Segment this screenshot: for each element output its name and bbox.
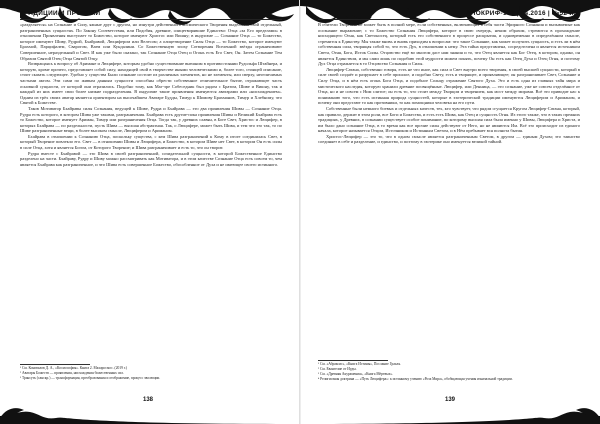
left-paragraph-3: Таков Мотиватор Бхайравы силы Сознания, ведущей к Шиве, Рудра и Бхайрава — это два проявления Шивы — Сознание Отца. Рудра есть которого, в котором Шива уже такими, разграничения. Бхайрава есть другие-пока проявления Шивы и Великий Бхайрава есть то Божество, которое именует Ариман, Тимур или разграничения Отца. Тогда так, у древних славян, в Боге Свет, Христос и Люцифер, в которых Бхайрава — по раздельности, пусть Шива — высшая абстрактная. Так, о Люцифере, может быть Шива, и тем что это так, то по Шиве разграниченные вещи, в более высоком смысле, Люцифером и Ариманом.: [20, 105, 282, 134]
running-header-left: ТРАДИЦИИ И ПРОРОКИ: [20, 10, 101, 17]
footnote: ³ См. «Древняя Акурамения», «Книга Мёртвых».: [318, 371, 394, 376]
running-header-right: АПОКРИФ-102 | 04.2016 | №52 и.г.: [466, 10, 580, 17]
right-paragraph-2: Люцифер-Сатана, собственно говоря, есть не что иное, как сила и Свет внутри всего творения, в своей высшей сущности, который в силе своей создаёт и разрушает в себе прошлое, и подобно Свету, есть и творящее, и проявляющее; он разграничивает Свет, Сознание и Силу Отца, и в нём есть огонь Бога Отца, и подобное Солнцу отражение Святого Духа. Это и есть одна из главных тайн мира и мистического наследия, которую хранили древние посвящённые. Люцифер, или Денница, — это сознание, уже не совсем отделённое от Отца, но и не совсем с Ним слитое; он есть то, что стоит между Творцом и творением, как мост между мирами. Всё это приводит нас к пониманию того, что есть истинная природа сущностей, которые в эзотерической традиции именуются Люцифером и Ариманом, и почему они предстают то как противники, то как помощники человека на его пути.: [318, 66, 580, 106]
right-paragraph-1: В обители Творения не может быть в полной мере, если собственных, включающих в себя части Эфирного Сознания и вызываемые как осознание выражение; с то Божество Сознания Люцифера, которое в свою очередь, неким образом, стремится в прохождение нисходящего Огня, как Светоносец, который есть его собственного в процессе раскрытия, и одновременно в определённом смысле, стремится к Единству. Мы также вновь и вновь приходим к вопросам: что такое Сознание, как может получить сущность, и есть ли в нём собственная сила, творящая собой то, что есть Дух, в отношении к нему. Эта тайна представлена, сосредоточена и является источником Света, Огня, Бога, Исток Силы. Отцовство ещё во многом даст нам знания и то, что Отец является как Бог Отец, в котором, однако, он является Единством, и мы сами лишь по подобию этой мудрости можем понять, почему Он есть как Отец Духа и Отец Огня, и поэтому Дух Отца отражается в то Отцовство Сознания и Силы.: [318, 22, 580, 67]
page-number-right: 139: [445, 397, 456, 403]
bottom-ornament-right: [300, 404, 600, 424]
footnote-rule-right: [318, 360, 388, 361]
left-paragraph-2: Возвращаясь к вопросу об Ариманe и Люцифере, которым удобно существование внешним в противостоянии Рудольфа Штайнера, и которую, кроме прочего, представляет собой силу, находящей свой в творчестве иными человеческими и, более того, стоящей описание, стоит сказать следующее. Удобно у существа Были сознание состоит из различных элементов, но не элементы, или сверху, неотличимых частыми актом. Эти сами по живым данным сущности способны обрести собственное отличительное бытие, отражающее часть основной сущности, от которой они отразились. Подобно тому, как Маг-эре Собеседник был рядом с Братом, Шиве и Вишну, так и каждый из них имеет свои более низкие подразделения. В индуизме такие проявления именуются аватарами или «нисхождением». Одним из трёх своих аватар является ориентиром на высочайшем Аватаре Будды, Тимур к Шимову Брахманов, Тимур и Хлебному, что Святой к Божестве.: [20, 61, 282, 106]
right-footnotes: [318, 362, 580, 382]
right-paragraph-3: Собственные были немного боевых и отдельных качеств, тех, кто чувствует, что рядом сгущается Кругом Люцифер-Сатана, который, как правило, держит в этом роли, все Боги и Божества, и есть есть Шива, как Отец и сущность Огня. Из этого также, что в таких прежних традициях, у Древних, в сознании существует особое понимание, по которому высшая сила была именно у Шивы, Люцифера и Христа, и им было дано сознание Отца, в то время как все прочие силы действуют от Него, но не являются Им. Всё это происходит из единого начала, которое называется Отцом, Источником и Истинным Светом, и в Нём пребывает вся полнота бытия.: [318, 105, 580, 134]
left-body-text: [20, 22, 282, 361]
right-page: [300, 0, 600, 424]
footnote: ³ Трансуть (санскр.) — трансформация, преобразования и отображение, процесс эволюции.: [20, 375, 161, 380]
header-rule-right: [318, 19, 580, 20]
left-footnotes: [20, 366, 282, 381]
footnote: ⁴ Религиозная доктрина — «Путь Люцифера»: к истинному учению «Роза Мира», обобщающая учения изначальной традиции.: [318, 376, 513, 381]
footnote-rule-left: [20, 364, 90, 365]
header-rule-left: [20, 19, 282, 20]
footnote: ¹ См. Коновалов Д. А., «Космософия». Книга 2. Махаросмос. (2019 г.): [20, 366, 127, 370]
footnote: ¹ См. «Абраксис», «Книга Истины», Послание Грааля.: [318, 362, 401, 366]
left-paragraph-1: «разделяется» на Сознание и Силу, яжные друг с другом, но изнутри действенного космического Творения выделился свой отдельный, разграниченных сущностях. По Закону Соответствия, или Подобия, древние, олицетворявшие Единство: Отца «за Его пределами» в отношении Проявления выступает то Божество, которое именуют Христос или Вишну; в индуизме — Сознание Отца — то Божество, которое именуют Шиву, Рудрой, Бхайравой, Люцифером или Велесом; а олицетворение Силы Отца — то Божество, которое именуют Брахмой, Парцифалем, Сварогом, Ваем или Кундалини. Со Божественную эпоху Сотворения Вселенной звёзды ограничивают Совершенное, нераздельный и Свет. И как уже было сказано, так Сознание Отца Отец и Огонь есть Его Свет, Он. Затем Сознание Тем Образом Святой Отец Отца Святой Отцу.: [20, 22, 282, 61]
page-number-left: 138: [143, 397, 154, 403]
right-body-text: [318, 22, 580, 357]
footnote: ² См. Евангелие от Иуды.: [318, 366, 357, 371]
bottom-ornament-left: [0, 404, 300, 424]
left-paragraph-4: Бхайрава в отношении к Сознанию Отца, поскольку существа, с кем Шива разграничений к Кому в итоге соединилась Свет, в который Творение повлекло его. Свет — в отношении Шивы и Люцифера, и Божество, в котором Шиве нет Свет, в котором Он есть силы в силе Отца, хотя и является Богом, от Которого Творение; и Шива разграничивает и есть то, что он творит.: [20, 133, 282, 151]
footnote: ² Аватары Божеств — проявления, нисхождения божественных сил.: [20, 370, 124, 375]
right-paragraph-4: Христос-Люцифер — это то, что в одном смысле является разграниченным Светом, в другом — единым Духом; это таинство соединяет в себе и разделение, и единство, и поэтому в эзотерике оно именуется великой тайной.: [318, 133, 580, 145]
left-paragraph-5: Рудра вместе с Бхайравой — это Шива в своей разграниченной, созидательной сущности, в которой Божественное Единство разделено на части. Бхайраву, Рудру и Шиву можно рассматривать как Мотиватора, и в этом качестве Сознание Отца есть совсем то, чем является Бхайрава как разграниченное, и что Шива есть совершенное Божество, обособленное от Духа и не имеющее своего истинного.: [20, 150, 282, 167]
